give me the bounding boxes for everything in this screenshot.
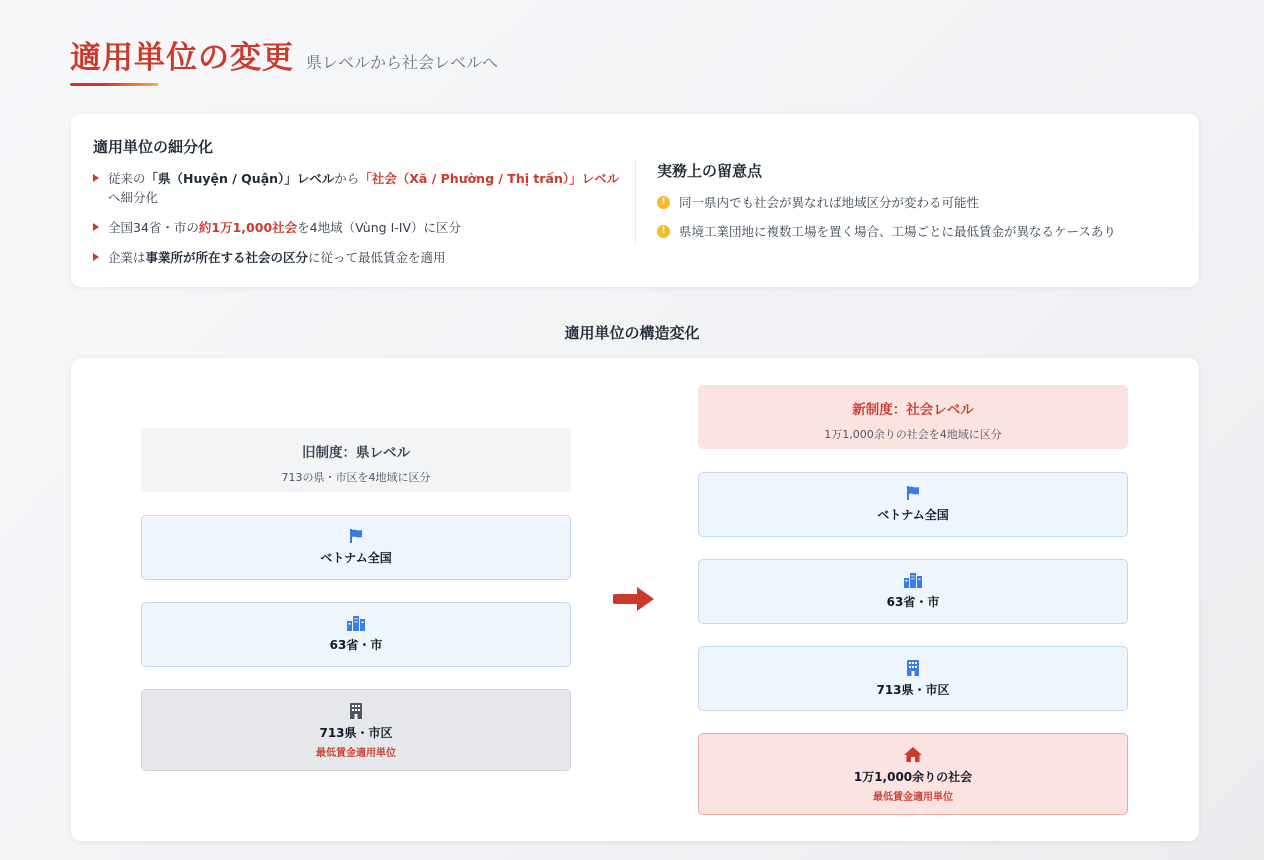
city-icon: [346, 615, 366, 631]
arrow-right-icon: [613, 586, 655, 612]
list-item: 従来の「県（Huyện / Quận）」レベルから「社会（Xã / Phường / Thị trấn）」レベルへ細分化: [93, 169, 623, 207]
new-level-nation: ベトナム全国: [698, 472, 1128, 537]
structure-section-title: 適用単位の構造変化: [564, 324, 700, 342]
old-system-header: [141, 428, 571, 492]
practical-notes-section: [657, 160, 1177, 251]
warning-icon: !: [657, 196, 670, 209]
new-system-title: 新制度：社会レベル: [852, 402, 974, 418]
subdivision-bullets: [93, 169, 623, 267]
home-icon: [903, 746, 923, 763]
overview-card: [71, 114, 1199, 287]
list-item: 企業は事業所が所在する社会の区分に従って最低賃金を適用: [93, 248, 623, 267]
list-item: ! 県境工業団地に複数工場を置く場合、工場ごとに最低賃金が異なるケースあり: [657, 222, 1177, 241]
triangle-bullet-icon: [93, 174, 99, 182]
new-level-commune: 1万1,000余りの社会 最低賃金適用単位: [698, 733, 1128, 815]
structure-card: [71, 358, 1199, 841]
old-level-nation: ベトナム全国: [141, 515, 571, 580]
warning-icon: !: [657, 225, 670, 238]
flag-icon: [348, 528, 364, 544]
practical-notes-list: [657, 193, 1177, 241]
old-level-province: 63省・市: [141, 602, 571, 667]
list-item: 全国34省・市の約1万1,000社会を4地域（Vùng I-IV）に区分: [93, 218, 623, 237]
new-system-header: [698, 385, 1128, 449]
old-level-district: 713県・市区 最低賃金適用単位: [141, 689, 571, 771]
old-system-title: 旧制度：県レベル: [302, 445, 410, 461]
subdivision-section: [93, 136, 623, 278]
practical-notes-heading: 実務上の留意点: [657, 162, 763, 180]
subdivision-heading: 適用単位の細分化: [93, 138, 214, 156]
city-icon: [903, 572, 923, 588]
triangle-bullet-icon: [93, 253, 99, 261]
page-title: 適用単位の変更: [70, 40, 294, 76]
new-system-desc: 1万1,000余りの社会を4地域に区分: [824, 428, 1002, 441]
new-level-district: 713県・市区: [698, 646, 1128, 711]
triangle-bullet-icon: [93, 223, 99, 231]
building-icon: [906, 659, 920, 676]
new-level-province: 63省・市: [698, 559, 1128, 624]
column-divider: [635, 160, 636, 244]
building-icon: [349, 702, 363, 719]
old-system-desc: 713の県・市区を4地域に区分: [281, 471, 431, 484]
page-header: [70, 32, 498, 86]
list-item: ! 同一県内でも社会が異なれば地域区分が変わる可能性: [657, 193, 1177, 212]
title-underline: [70, 83, 158, 86]
flag-icon: [905, 485, 921, 501]
page-subtitle: 県レベルから社会レベルへ: [306, 53, 499, 72]
